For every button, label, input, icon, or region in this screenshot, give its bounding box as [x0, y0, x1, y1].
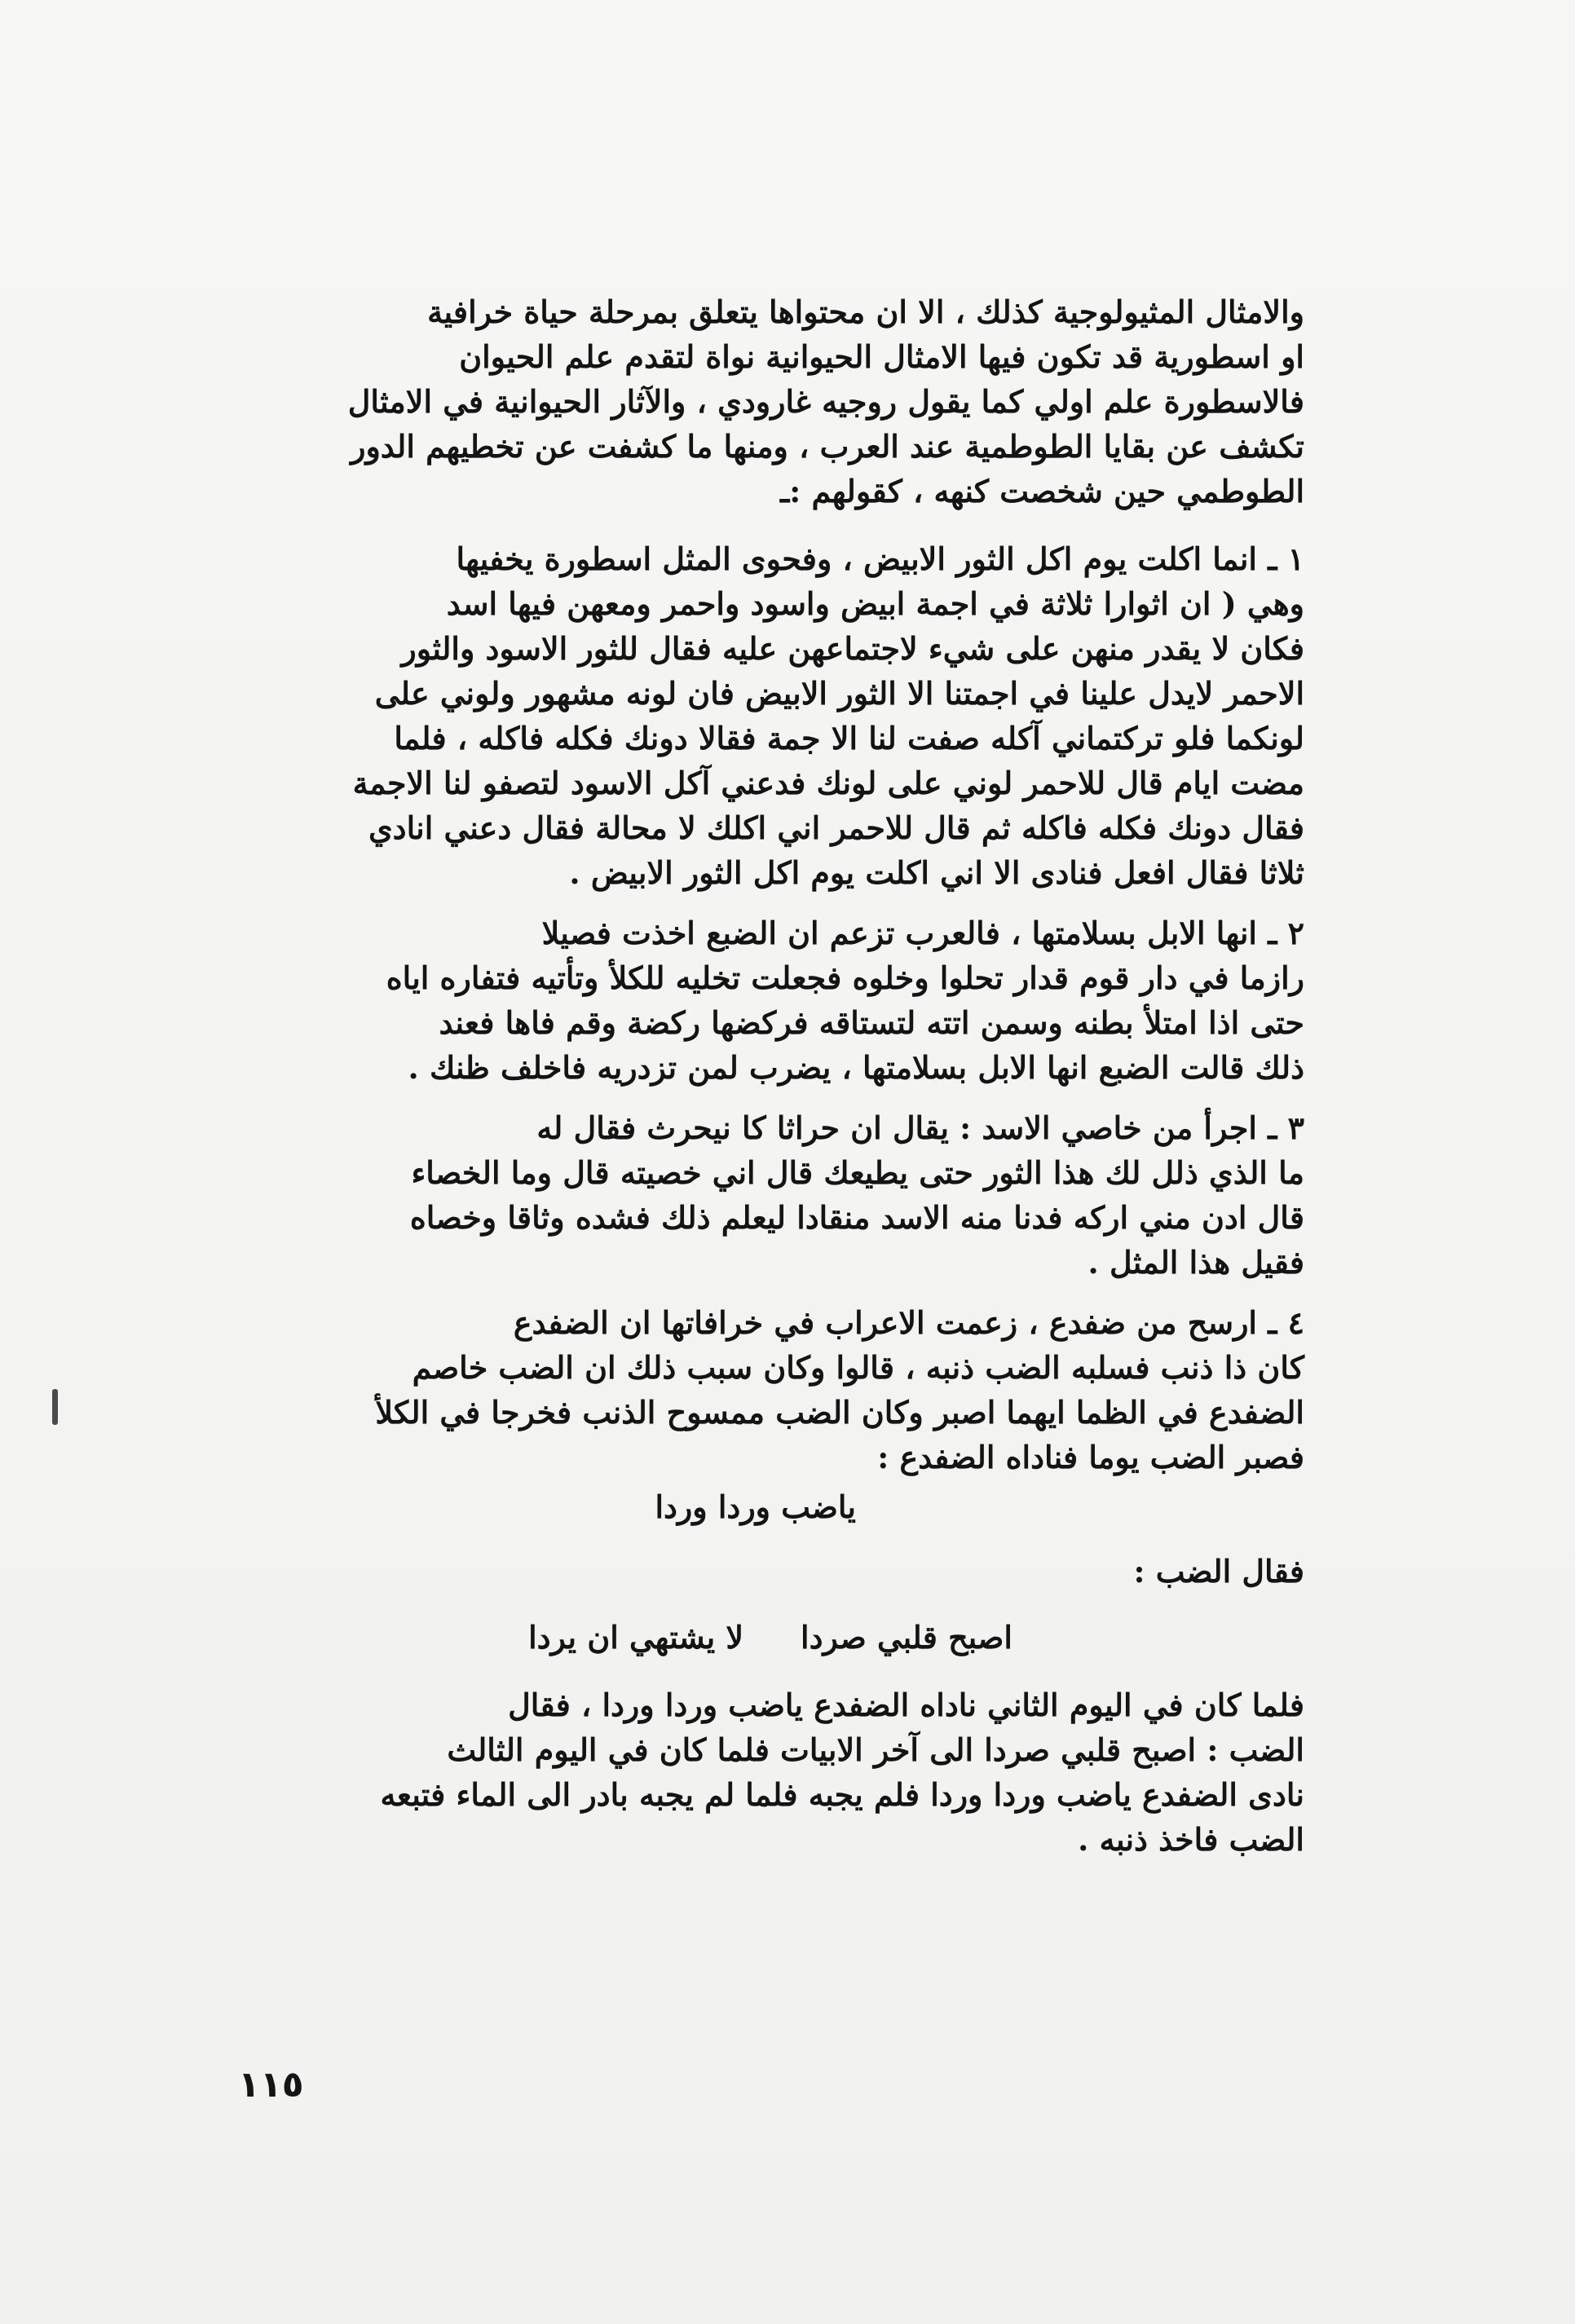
text-line: الطوطمي حين شخصت كنهه ، كقولهم :ـ	[780, 473, 1304, 509]
text-line: فقال دونك فكله فاكله ثم قال للاحمر اني اكلك لا محالة فقال دعني انادي	[368, 809, 1304, 846]
text-line: تكشف عن بقايا الطوطمية عند العرب ، ومنها ما كشفت عن تخطيهم الدور	[351, 428, 1304, 465]
text-line: ما الذي ذلل لك هذا الثور حتى يطيعك قال اني خصيته قال وما الخصاء	[411, 1154, 1304, 1191]
text-line: ٤ ـ ارسح من ضفدع ، زعمت الاعراب في خرافاتها ان الضفدع	[513, 1304, 1304, 1341]
text-line: مضت ايام قال للاحمر لوني على لونك فدعني آكل الاسود لتصفو لنا الاجمة	[352, 765, 1304, 801]
text-line: ذلك قالت الضبع انها الابل بسلامتها ، يضرب لمن تزدريه فاخلف ظنك .	[408, 1049, 1304, 1086]
poem-hemistich-2: لا يشتهي ان يردا	[528, 1619, 744, 1656]
reply-label: فقال الضب :	[1133, 1553, 1304, 1590]
text-line: الاحمر لايدل علينا في اجمتنا الا الثور الابيض فان لونه مشهور ولوني على	[374, 675, 1304, 712]
text-line: كان ذا ذنب فسلبه الضب ذنبه ، قالوا وكان سبب ذلك ان الضب خاصم	[412, 1349, 1304, 1386]
text-line: فكان لا يقدر منهن على شيء لاجتماعهن عليه فقال للثور الاسود والثور	[401, 630, 1304, 667]
text-line: الضب فاخذ ذنبه .	[1078, 1821, 1304, 1858]
text-line: حتى اذا امتلأ بطنه وسمن اتته لتستاقه فركضها ركضة وقم فاها فعند	[439, 1004, 1304, 1041]
call-verse: ياضب وردا وردا	[655, 1488, 856, 1525]
intro-paragraph	[236, 289, 1304, 514]
text-line: فقيل هذا المثل .	[1088, 1244, 1304, 1281]
text-line: ٣ ـ اجرأ من خاصي الاسد : يقال ان حراثا كا نيحرث فقال له	[536, 1109, 1304, 1146]
text-line: وهي ( ان اثوارا ثلاثة في اجمة ابيض واسود واحمر ومعهن فيها اسد	[446, 585, 1304, 622]
text-line: او اسطورية قد تكون فيها الامثال الحيوانية نواة لتقدم علم الحيوان	[459, 338, 1304, 375]
proverb-paragraph-2	[236, 911, 1304, 1090]
text-line: لونكما فلو تركتماني آكله صفت لنا الا جمة فقالا دونك فكله فاكله ، فلما	[394, 720, 1304, 756]
text-line: والامثال المثيولوجية كذلك ، الا ان محتواها يتعلق بمرحلة حياة خرافية	[427, 293, 1304, 330]
scan-mark	[52, 1389, 58, 1425]
page-number: ١١٥	[238, 2064, 304, 2106]
proverb-paragraph-3	[236, 1105, 1304, 1285]
text-line: رازما في دار قوم قدار تحلوا وخلوه فجعلت تخليه للكلأ وتأتيه فتفاره اياه	[386, 959, 1304, 996]
text-line: فلما كان في اليوم الثاني ناداه الضفدع ياضب وردا وردا ، فقال	[508, 1687, 1304, 1723]
page-body-text	[236, 289, 1304, 1877]
text-line: ١ ـ انما اكلت يوم اكل الثور الابيض ، وفحوى المثل اسطورة يخفيها	[456, 540, 1304, 577]
text-line: فالاسطورة علم اولي كما يقول روجيه غارودي ، والآثار الحيوانية في الامثال	[347, 383, 1304, 420]
text-line: الضفدع في الظما ايهما اصبر وكان الضب ممسوح الذنب فخرجا في الكلأ	[375, 1394, 1304, 1431]
poem-verse	[236, 1615, 1304, 1660]
text-line: قال ادن مني اركه فدنا منه الاسد منقادا ليعلم ذلك فشده وثاقا وخصاه	[409, 1199, 1304, 1236]
proverb-paragraph-4	[236, 1300, 1304, 1862]
text-line: ٢ ـ انها الابل بسلامتها ، فالعرب تزعم ان الضبع اخذت فصيلا	[541, 915, 1304, 951]
text-line: نادى الضفدع ياضب وردا وردا فلم يجبه فلما لم يجبه بادر الى الماء فتبعه	[380, 1776, 1304, 1813]
text-line: الضب : اصبح قلبي صردا الى آخر الابيات فلما كان في اليوم الثالث	[447, 1731, 1304, 1768]
proverb-paragraph-1	[236, 536, 1304, 895]
poem-hemistich-1: اصبح قلبي صردا	[801, 1619, 1012, 1656]
text-line: ثلاثا فقال افعل فنادى الا اني اكلت يوم اكل الثور الابيض .	[569, 854, 1304, 891]
text-line: فصبر الضب يوما فناداه الضفدع :	[877, 1439, 1304, 1475]
